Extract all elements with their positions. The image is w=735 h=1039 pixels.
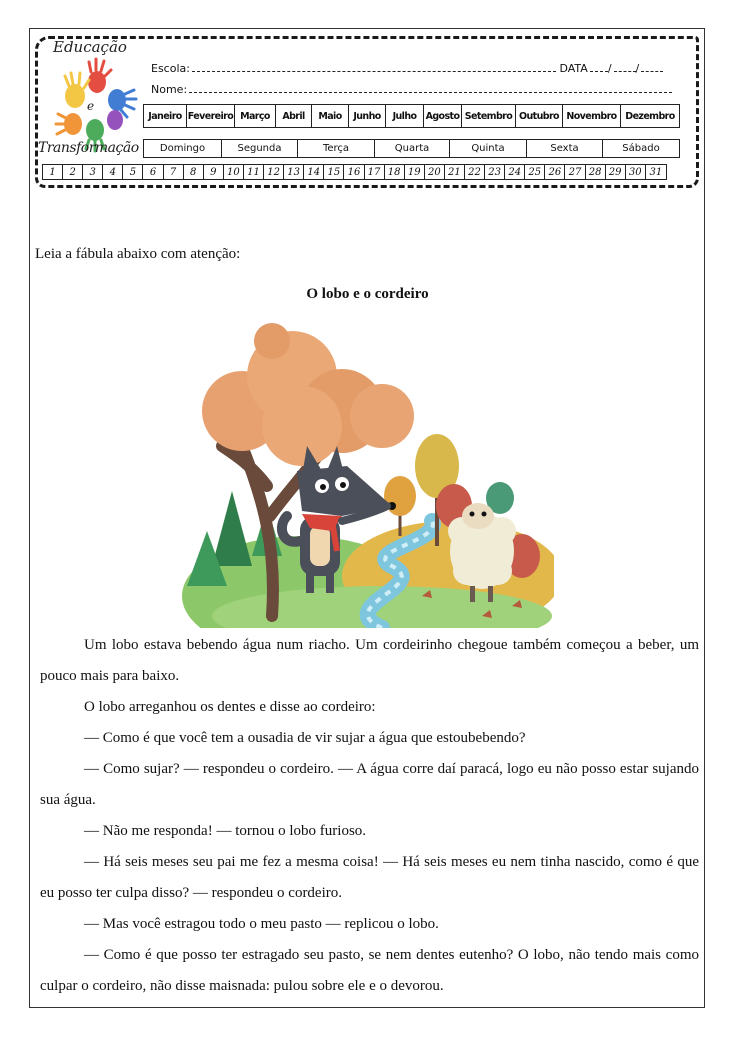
day-cell[interactable]: 6 <box>143 165 163 179</box>
day-cell[interactable]: 26 <box>545 165 565 179</box>
school-field[interactable] <box>151 62 663 75</box>
weekday-cell[interactable]: Sábado <box>622 143 660 154</box>
day-cell[interactable]: 25 <box>525 165 545 179</box>
month-cell[interactable]: Março <box>235 105 276 127</box>
month-cell[interactable]: Julho <box>386 105 424 127</box>
month-cell[interactable]: Abril <box>276 105 312 127</box>
day-cell[interactable]: 28 <box>586 165 606 179</box>
day-cell[interactable]: 1 <box>43 165 63 179</box>
instruction-text: Leia a fábula abaixo com atenção: <box>35 246 241 262</box>
day-cell[interactable]: 13 <box>284 165 304 179</box>
weekday-cell[interactable]: Terça <box>298 140 375 157</box>
month-cell[interactable]: Novembro <box>563 105 621 127</box>
story-paragraph: — Mas você estragou todo o meu pasto — replicou o lobo. <box>84 916 439 932</box>
day-cell[interactable]: 2 <box>63 165 83 179</box>
date-separator: / <box>607 62 612 75</box>
day-cell[interactable]: 16 <box>344 165 364 179</box>
logo-text-bottom: Transformação <box>38 140 139 156</box>
day-cell[interactable]: 24 <box>505 165 525 179</box>
day-cell[interactable]: 21 <box>445 165 465 179</box>
day-cell[interactable]: 19 <box>405 165 425 179</box>
month-cell[interactable]: Junho <box>349 105 386 127</box>
day-cell[interactable]: 12 <box>264 165 284 179</box>
month-cell[interactable]: Fevereiro <box>187 105 235 127</box>
story-paragraph: — Como é que você tem a ousadia de vir sujar a água que estoubebendo? <box>84 730 526 746</box>
month-cell[interactable]: Janeiro <box>144 105 187 127</box>
date-separator: / <box>635 62 640 75</box>
month-cell[interactable]: Maio <box>312 105 349 127</box>
name-label: Nome: <box>151 83 188 96</box>
day-cell[interactable]: 11 <box>244 165 264 179</box>
weekday-cell[interactable]: Sexta <box>527 140 603 157</box>
weekday-cell[interactable]: Segunda <box>222 140 298 157</box>
day-cell[interactable]: 3 <box>83 165 103 179</box>
day-cell[interactable]: 8 <box>184 165 204 179</box>
day-cell[interactable]: 29 <box>606 165 626 179</box>
weekday-cell[interactable]: Domingo <box>144 140 222 157</box>
month-cell[interactable]: Agosto <box>424 105 462 127</box>
day-cell[interactable]: 14 <box>304 165 324 179</box>
story-paragraph: O lobo arreganhou os dentes e disse ao cordeiro: <box>84 699 376 715</box>
story-paragraph: Um lobo estava bebendo água num riacho. Um cordeirinho chegoue também começou a beber, um pouco mais para baixo. <box>40 637 699 684</box>
day-cell[interactable]: 5 <box>123 165 143 179</box>
weekday-cell[interactable]: Quinta <box>450 140 527 157</box>
day-cell[interactable]: 31 <box>649 166 663 178</box>
name-field[interactable] <box>151 83 672 96</box>
day-cell[interactable]: 30 <box>626 165 646 179</box>
day-cell[interactable]: 17 <box>365 165 385 179</box>
story-paragraph: — Como é que posso ter estragado seu pasto, se nem dentes eutenho? O lobo, não tendo mais como culpar o cordeiro, não disse maisnada: pulou sobre ele e o devorou. <box>40 947 699 994</box>
hands-logo-icon <box>39 38 143 180</box>
day-cell[interactable]: 7 <box>164 165 184 179</box>
fable-text <box>40 630 699 1002</box>
month-cell[interactable]: Setembro <box>462 105 516 127</box>
logo-text-top: Educação <box>53 38 127 56</box>
day-cell[interactable]: 23 <box>485 165 505 179</box>
story-paragraph: — Há seis meses seu pai me fez a mesma coisa! — Há seis meses eu nem tinha nascido, como é que eu posso ter culpa disso? — respondeu o cordeiro. <box>40 854 699 901</box>
day-cell[interactable]: 22 <box>465 165 485 179</box>
svg-text:e: e <box>87 99 95 113</box>
school-label: Escola: <box>151 62 190 75</box>
month-cell[interactable]: Dezembro <box>625 110 675 122</box>
wolf-and-lamb-illustration <box>182 316 554 628</box>
months-row <box>143 104 680 128</box>
date-label: DATA <box>559 62 588 75</box>
day-cell[interactable]: 9 <box>204 165 224 179</box>
day-cell[interactable]: 4 <box>103 165 123 179</box>
month-cell[interactable]: Outubro <box>516 105 563 127</box>
day-cell[interactable]: 27 <box>565 165 585 179</box>
story-paragraph: — Não me responda! — tornou o lobo furioso. <box>84 823 367 839</box>
day-cell[interactable]: 15 <box>324 165 344 179</box>
weekday-cell[interactable]: Quarta <box>375 140 450 157</box>
fable-title: O lobo e o cordeiro <box>306 286 429 302</box>
story-paragraph: — Como sujar? — respondeu o cordeiro. — A água corre daí paracá, logo eu não posso estar sujando sua água. <box>40 761 699 808</box>
days-row <box>42 164 667 180</box>
day-cell[interactable]: 20 <box>425 165 445 179</box>
day-cell[interactable]: 10 <box>224 165 244 179</box>
weekdays-row <box>143 139 680 158</box>
day-cell[interactable]: 18 <box>385 165 405 179</box>
